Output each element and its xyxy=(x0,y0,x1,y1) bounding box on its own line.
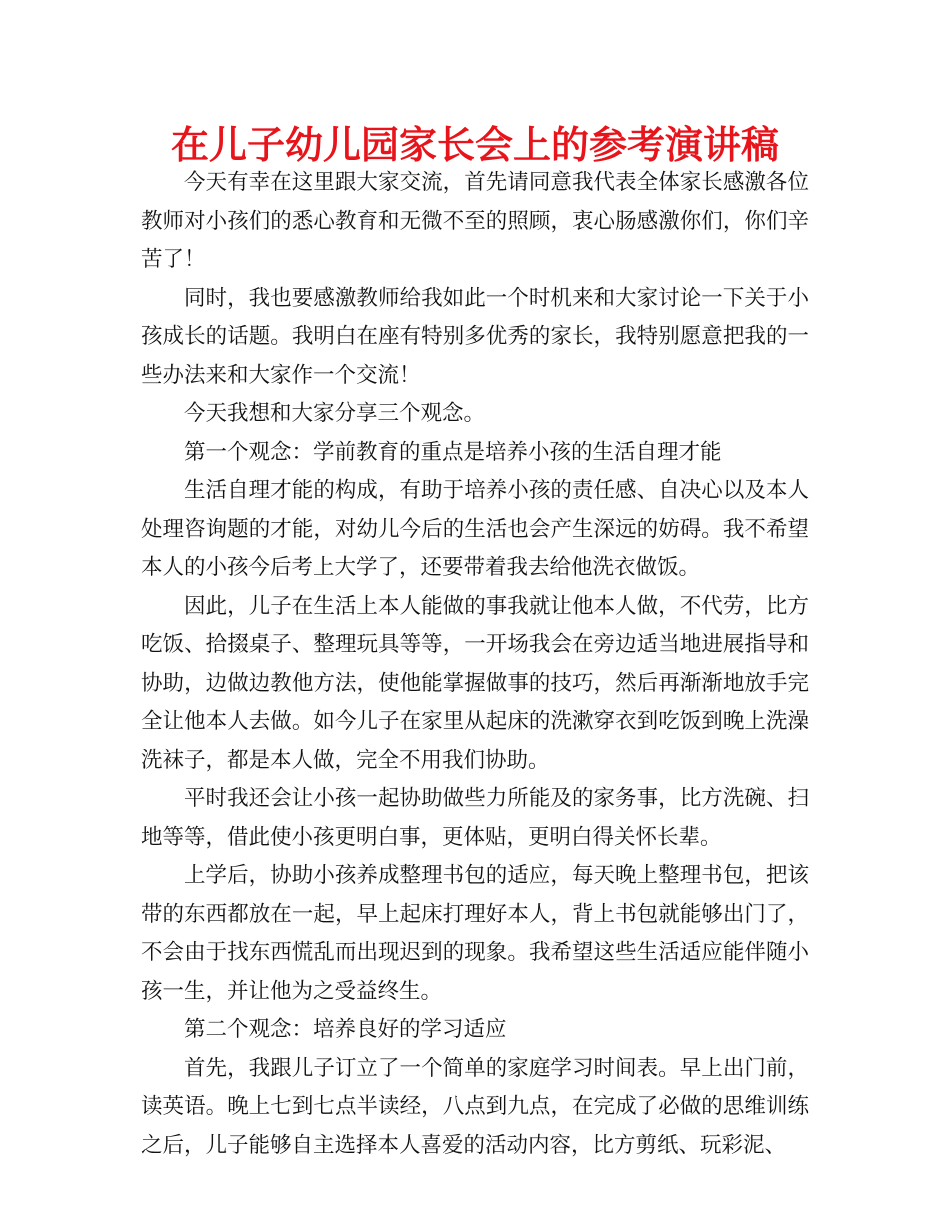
paragraph-10: 首先，我跟儿子订立了一个简单的家庭学习时间表。早上出门前，读英语。晚上七到七点半读经，八点到九点，在完成了必做的思维训练之后，儿子能够自主选择本人喜爱的活动内容，比方剪纸、玩彩泥、 xyxy=(141,1055,809,1158)
section-heading-2: 第二个观念：培养良好的学习适应 xyxy=(184,1017,507,1042)
paragraph-7: 平时我还会让小孩一起协助做些力所能及的家务事，比方洗碗、扫地等等，借此使小孩更明白事，更体贴，更明白得关怀长辈。 xyxy=(141,786,809,850)
document-title: 在儿子幼儿园家长会上的参考演讲稿 xyxy=(170,123,779,167)
paragraph-6: 因此，儿子在生活上本人能做的事我就让他本人做，不代劳，比方吃饭、拾掇桌子、整理玩具等等，一开场我会在旁边适当地进展指导和协助，边做边教他方法，使他能掌握做事的技巧，然后再渐渐地放手完全让他本人去做。如今儿子在家里从起床的洗漱穿衣到吃饭到晚上洗澡洗袜子，都是本人做，完全不用我们协助。 xyxy=(141,593,809,773)
paragraph-2: 同时，我也要感激教师给我如此一个时机来和大家讨论一下关于小孩成长的话题。我明白在座有特别多优秀的家长，我特别愿意把我的一些办法来和大家作一个交流！ xyxy=(141,285,809,388)
paragraph-1: 今天有幸在这里跟大家交流，首先请同意我代表全体家长感激各位教师对小孩们的悉心教育和无微不至的照顾，衷心肠感激你们，你们辛苦了！ xyxy=(141,170,809,272)
paragraph-8: 上学后，协助小孩养成整理书包的适应，每天晚上整理书包，把该带的东西都放在一起，早上起床打理好本人，背上书包就能够出门了，不会由于找东西慌乱而出现迟到的现象。我希望这些生活适应能伴随小孩一生，并让他为之受益终生。 xyxy=(141,863,809,1004)
paragraph-5: 生活自理才能的构成，有助于培养小孩的责任感、自决心以及本人处理咨询题的才能，对幼儿今后的生活也会产生深远的妨碍。我不希望本人的小孩今后考上大学了，还要带着我去给他洗衣做饭。 xyxy=(141,478,809,580)
section-heading-1: 第一个观念：学前教育的重点是培养小孩的生活自理才能 xyxy=(184,439,722,465)
document-body xyxy=(141,164,809,1165)
paragraph-3: 今天我想和大家分享三个观念。 xyxy=(184,401,486,426)
